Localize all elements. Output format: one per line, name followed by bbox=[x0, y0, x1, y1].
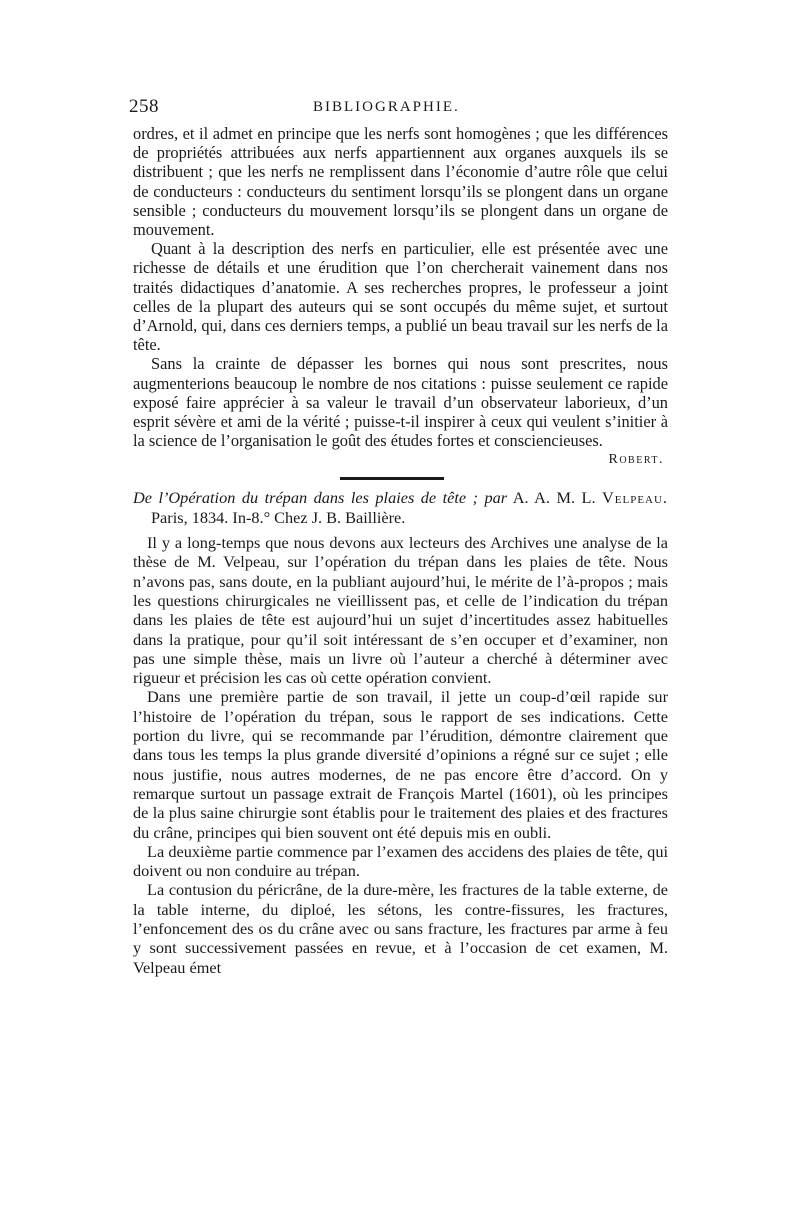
previous-review-ending bbox=[133, 124, 668, 469]
review-heading bbox=[133, 488, 668, 527]
review-section bbox=[133, 488, 668, 976]
author-initials: A. A. M. L. bbox=[512, 488, 596, 508]
running-head bbox=[129, 96, 668, 124]
running-title: BIBLIOGRAPHIE. bbox=[313, 99, 460, 115]
paragraph: Dans une première partie de son travail, il jette un coup-d’œil rapide sur l’histoire de l’opération du trépan, sous le rapport de ses indications. Cette portion du livre, qui se recommande par l’érudition, démontre clairement que dans tous les temps la plus grande diversité d’opinions a régné sur ce sujet ; elle nous justifie, nous autres modernes, de ne pas encore être d’accord. On y remarque surtout un passage extrait de François Martel (1601), où les principes de la plus saine chirurgie sont établis pour le traitement des plaies et des fractures du crâne, principes qui bien souvent ont été depuis mis en oubli. bbox=[133, 687, 668, 842]
paragraph: La contusion du péricrâne, de la dure-mère, les fractures de la table externe, de la table interne, du diploé, les sétons, les contre-fissures, les fractures, l’enfoncement des os du crâne avec ou sans fracture, les fractures par arme à feu y sont successivement passées en revue, et à l’occasion de cet examen, M. Velpeau émet bbox=[133, 880, 668, 977]
reviewer-signature: Robert. bbox=[608, 452, 664, 468]
book-page bbox=[129, 96, 669, 977]
page-number: 258 bbox=[129, 96, 159, 117]
book-title: De l’Opération du trépan dans les plaies de tête ; par bbox=[133, 488, 508, 508]
paragraph: Quant à la description des nerfs en particulier, elle est présentée avec une richesse de détails et une érudition que l’on chercherait vainement dans nos traités didactiques d’anatomie. A ses recherches propres, le professeur a joint celles de la plupart des auteurs qui se sont occupés du même sujet, et surtout d’Arnold, qui, dans ces derniers temps, a publié un beau travail sur les nerfs de la tête. bbox=[133, 239, 668, 355]
paragraph: Sans la crainte de dépasser les bornes qui nous sont prescrites, nous augmenterions beaucoup le nombre de nos citations : puisse seulement ce rapide exposé faire apprécier à sa valeur le travail d’un observateur laborieux, d’un esprit sévère et ami de la vérité ; puisse-t-il inspirer à ceux qui veulent s’initier à la science de l’organisation le goût des études fortes et consciencieuses. bbox=[133, 354, 668, 451]
author-name: Velpeau. bbox=[602, 488, 669, 508]
imprint: Paris, 1834. In-8.° Chez J. B. Baillière. bbox=[151, 507, 406, 527]
paragraph: Il y a long-temps que nous devons aux lecteurs des Archives une analyse de la thèse de M. Velpeau, sur l’opération du trépan dans les plaies de tête. Nous n’avons pas, sans doute, en la publiant aujourd’hui, le mérite de l’à-propos ; mais les questions chirurgicales ne vieillissent pas, et celle de l’indication du trépan dans les plaies de tête est aujourd’hui un sujet d’incertitudes assez habituelles dans la pratique, pour qu’il soit intéressant de s’en occuper et d’examiner, non pas une simple thèse, mais un livre où l’auteur a cherché à déterminer avec rigueur et précision les cas où cette opération convient. bbox=[133, 533, 668, 688]
paragraph: ordres, et il admet en principe que les nerfs sont homogènes ; que les différences de propriétés attribuées aux nerfs appartiennent aux organes auxquels ils se distribuent ; que les nerfs ne remplissent dans l’économie d’autre rôle que celui de conducteurs : conducteurs du sentiment lorsqu’ils se plongent dans un organe sensible ; conducteurs du mouvement lorsqu’ils se plongent dans un organe de mouvement. bbox=[133, 124, 668, 240]
section-divider bbox=[340, 477, 444, 480]
paragraph: La deuxième partie commence par l’examen des accidens des plaies de tête, qui doivent ou non conduire au trépan. bbox=[133, 841, 668, 881]
